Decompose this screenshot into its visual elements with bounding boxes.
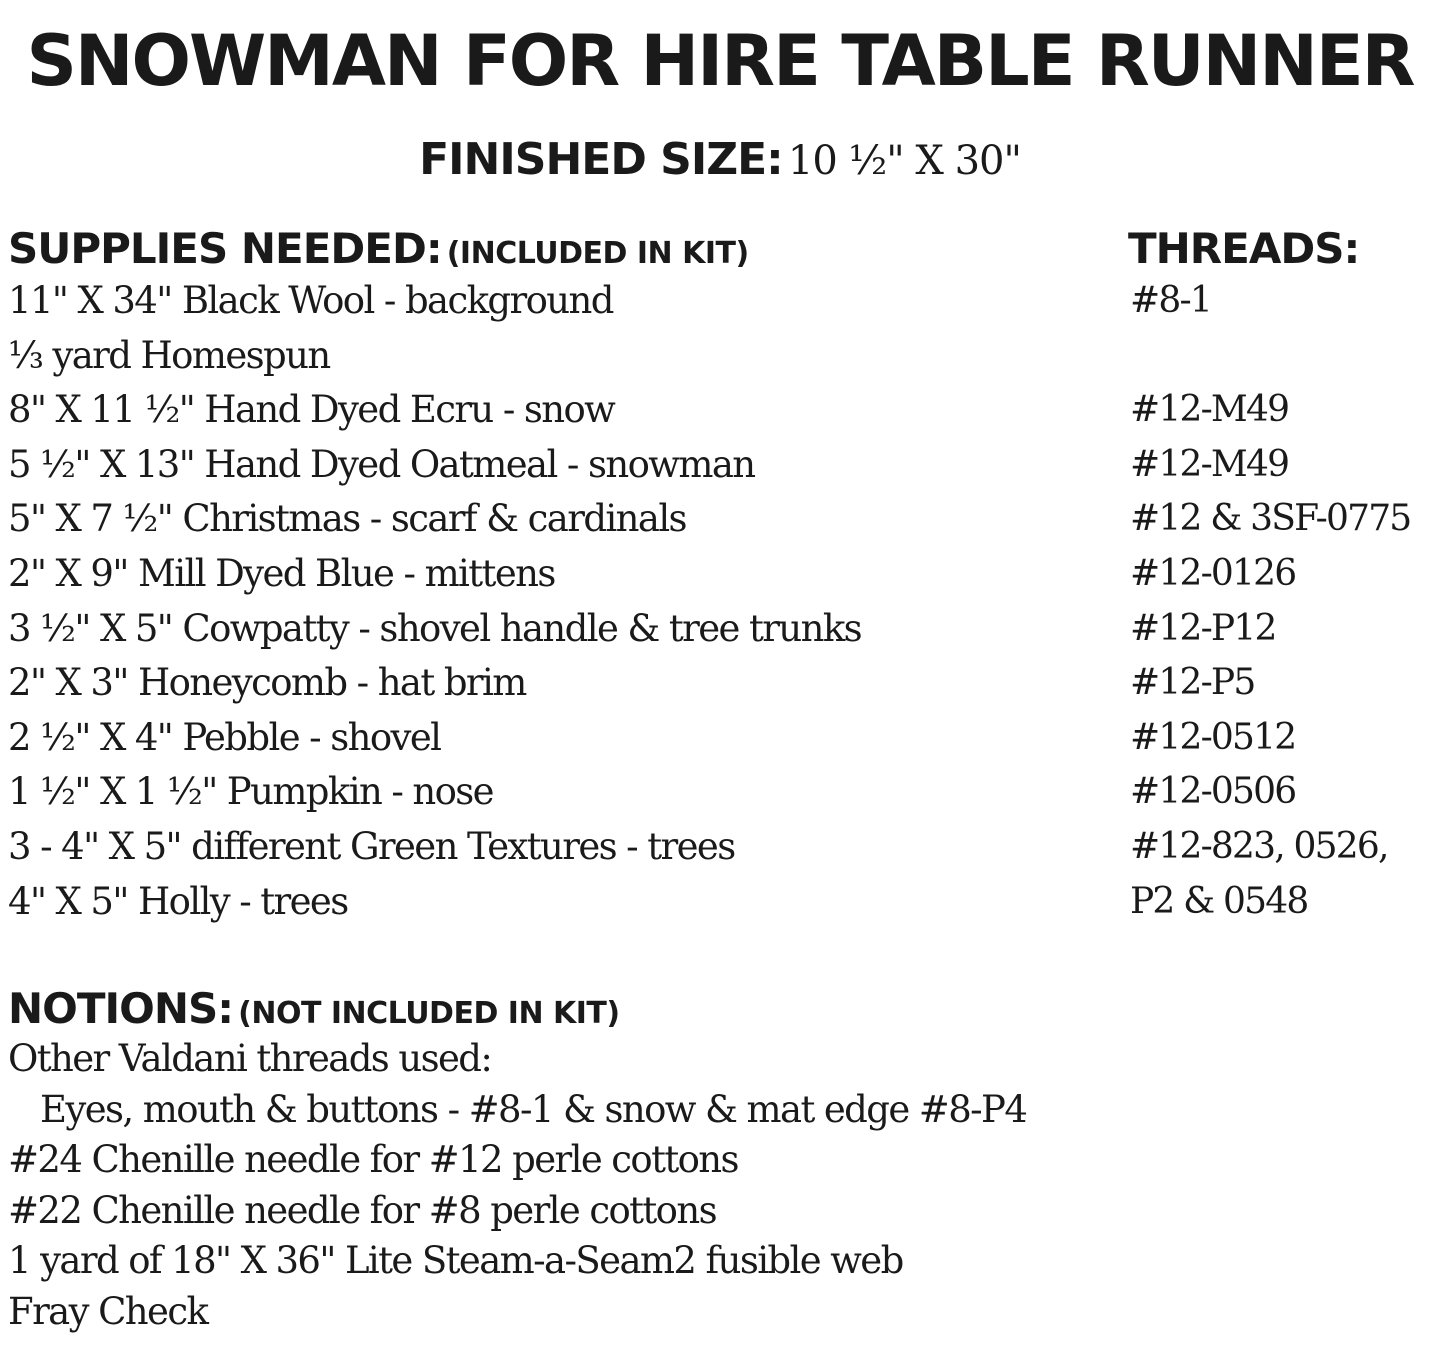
notion-item: #24 Chenille needle for #12 perle cottons (8, 1138, 738, 1181)
supply-item: 8" X 11 ½" Hand Dyed Ecru - snow (8, 388, 615, 432)
supply-row (0, 765, 1440, 820)
supply-item: 5 ½" X 13" Hand Dyed Oatmeal - snowman (8, 442, 755, 486)
supply-thread: #8-1 (1130, 280, 1211, 321)
notion-item: 1 yard of 18" X 36" Lite Steam-a-Seam2 fusible web (8, 1239, 903, 1282)
notion-item: Other Valdani threads used: (8, 1037, 492, 1080)
supply-row (0, 820, 1440, 875)
notion-item: Fray Check (8, 1289, 208, 1333)
supply-item: 4" X 5" Holly - trees (8, 879, 348, 923)
supply-row (0, 383, 1440, 438)
supply-thread: #12-0126 (1130, 552, 1296, 594)
supply-row (0, 602, 1440, 657)
supply-item: 2 ½" X 4" Pebble - shovel (8, 715, 441, 759)
supply-thread: #12 & 3SF-0775 (1130, 498, 1411, 540)
supply-row (0, 329, 1440, 384)
supply-thread: #12-823, 0526, (1130, 825, 1388, 867)
supply-row (0, 274, 1440, 329)
notion-item: #22 Chenille needle for #8 perle cottons (8, 1188, 716, 1232)
threads-heading-label: THREADS: (1128, 224, 1360, 273)
supplies-heading-label: SUPPLIES NEEDED: (8, 224, 442, 273)
supply-thread: #12-0512 (1130, 716, 1296, 758)
supply-thread: #12-P5 (1130, 662, 1255, 704)
supply-item: 2" X 3" Honeycomb - hat brim (8, 661, 526, 705)
supply-thread: #12-M49 (1130, 443, 1289, 485)
supply-thread: #12-0506 (1130, 771, 1296, 813)
finished-size-label: FINISHED SIZE: (419, 134, 783, 185)
supply-item: 5" X 7 ½" Christmas - scarf & cardinals (8, 497, 686, 541)
supply-thread: P2 & 0548 (1130, 880, 1308, 922)
supply-row (0, 547, 1440, 602)
supply-row (0, 492, 1440, 547)
supply-item: 3 - 4" X 5" different Green Textures - trees (8, 824, 735, 868)
page-title: SNOWMAN FOR HIRE TABLE RUNNER (26, 20, 1414, 102)
finished-size-value: 10 ½" X 30" (787, 138, 1021, 184)
supply-item: 1 ½" X 1 ½" Pumpkin - nose (8, 770, 493, 814)
notions-heading-label: NOTIONS: (8, 984, 234, 1033)
finished-size-line (0, 132, 1440, 197)
notions-heading-note: (NOT INCLUDED IN KIT) (238, 996, 620, 1031)
supplies-list (0, 274, 1440, 929)
supply-row (0, 875, 1440, 930)
supply-row (0, 711, 1440, 766)
supply-item: ⅓ yard Homespun (8, 333, 330, 377)
supply-item: 11" X 34" Black Wool - background (8, 279, 613, 322)
supply-thread: #12-M49 (1130, 389, 1289, 431)
notions-list (8, 1034, 1026, 1337)
supply-row (0, 438, 1440, 493)
supply-row (0, 656, 1440, 711)
supplies-heading-note: (INCLUDED IN KIT) (446, 236, 749, 271)
supply-item: 2" X 9" Mill Dyed Blue - mittens (8, 551, 555, 595)
supply-thread: #12-P12 (1130, 607, 1276, 649)
notion-item: Eyes, mouth & buttons - #8-1 & snow & mat edge #8-P4 (40, 1087, 1027, 1131)
supply-item: 3 ½" X 5" Cowpatty - shovel handle & tree trunks (8, 606, 862, 650)
